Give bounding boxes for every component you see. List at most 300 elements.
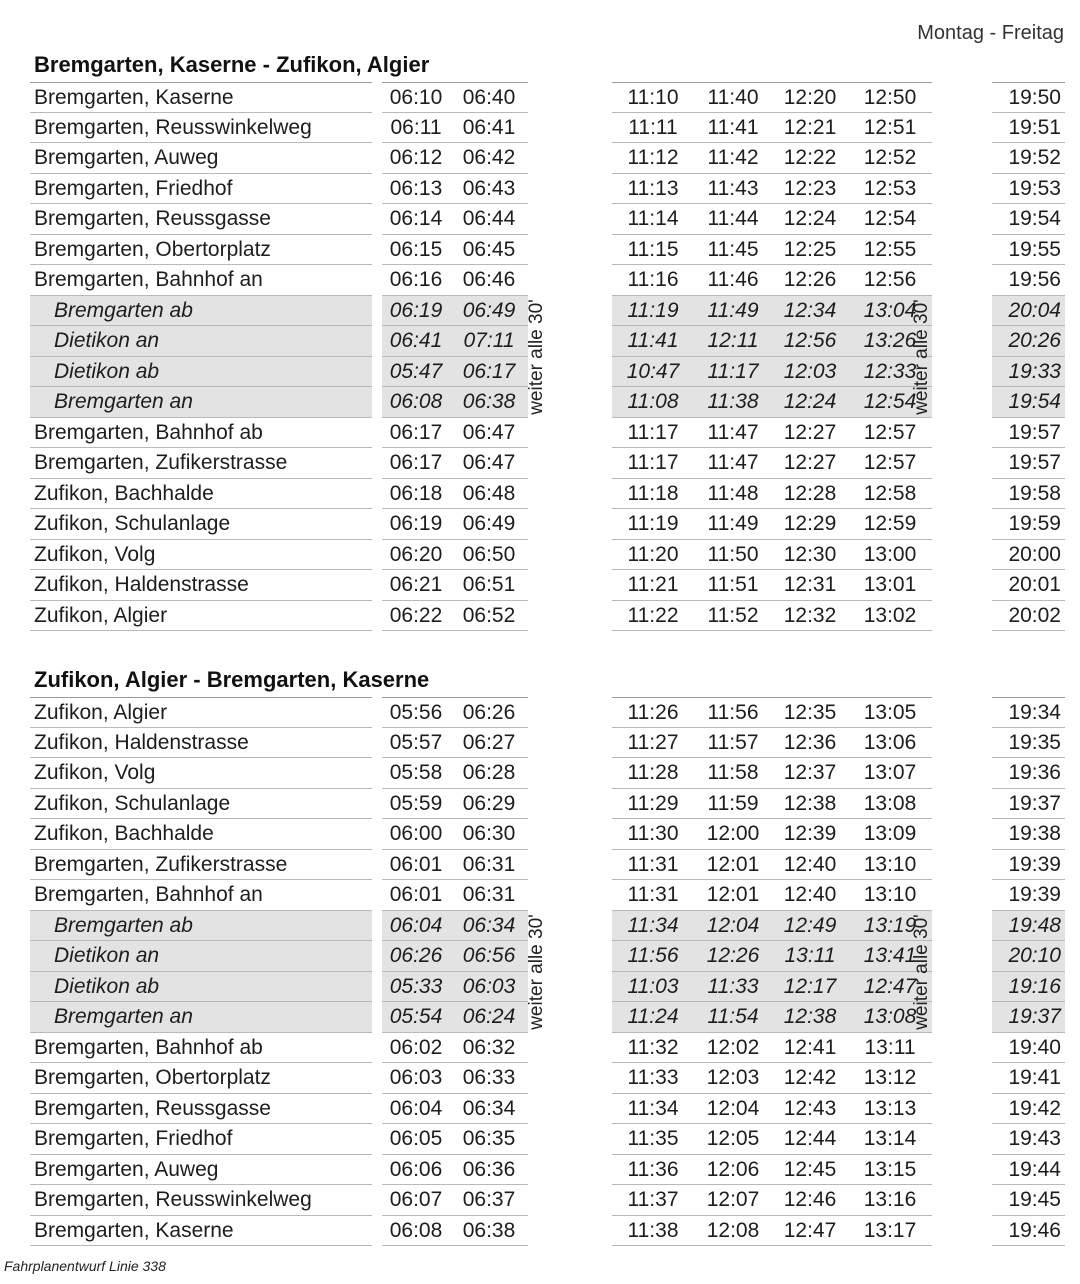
departure-time: 11:43 xyxy=(694,174,772,205)
stop-name: Bremgarten, Bahnhof ab xyxy=(30,418,372,449)
stop-name: Bremgarten, Friedhof xyxy=(30,1124,372,1155)
departure-time: 06:44 xyxy=(450,204,528,235)
departure-time: 12:04 xyxy=(694,911,772,942)
departure-time: 19:56 xyxy=(992,265,1065,296)
departure-time: 06:45 xyxy=(450,235,528,266)
departure-time: 06:17 xyxy=(382,418,450,449)
departure-time: 12:41 xyxy=(772,1033,848,1064)
stop-name: Bremgarten, Reusswinkelweg xyxy=(30,1185,372,1216)
departure-time: 12:40 xyxy=(772,850,848,881)
stop-name: Bremgarten an xyxy=(30,387,372,418)
table-row xyxy=(30,1124,1065,1155)
departure-time: 19:37 xyxy=(992,789,1065,820)
departure-time: 12:54 xyxy=(848,204,932,235)
table-row xyxy=(30,1216,1065,1247)
table-row xyxy=(30,1033,1065,1064)
departure-time: 20:26 xyxy=(992,326,1065,357)
departure-time: 06:26 xyxy=(382,941,450,972)
departure-time: 19:59 xyxy=(992,509,1065,540)
departure-time: 11:13 xyxy=(612,174,694,205)
departure-time: 06:41 xyxy=(382,326,450,357)
departure-time: 13:08 xyxy=(848,789,932,820)
departure-time: 19:57 xyxy=(992,418,1065,449)
departure-time: 06:36 xyxy=(450,1155,528,1186)
departure-time: 11:10 xyxy=(612,82,694,113)
departure-time: 20:04 xyxy=(992,296,1065,327)
departure-time: 11:52 xyxy=(694,601,772,632)
departure-time: 12:24 xyxy=(772,204,848,235)
departure-time: 19:54 xyxy=(992,204,1065,235)
interval-note: weiter alle 30' xyxy=(911,913,932,1030)
departure-time: 11:42 xyxy=(694,143,772,174)
departure-time: 06:03 xyxy=(450,972,528,1003)
departure-time: 11:48 xyxy=(694,479,772,510)
departure-time: 06:38 xyxy=(450,1216,528,1247)
table-row xyxy=(30,697,1065,728)
departure-time: 12:36 xyxy=(772,728,848,759)
departure-time: 12:42 xyxy=(772,1063,848,1094)
departure-time: 11:19 xyxy=(612,296,694,327)
departure-time: 06:32 xyxy=(450,1033,528,1064)
departure-time: 12:02 xyxy=(694,1033,772,1064)
departure-time: 19:50 xyxy=(992,82,1065,113)
departure-time: 12:22 xyxy=(772,143,848,174)
departure-time: 12:57 xyxy=(848,418,932,449)
departure-time: 06:26 xyxy=(450,697,528,728)
departure-time: 12:26 xyxy=(694,941,772,972)
stop-name: Zufikon, Algier xyxy=(30,601,372,632)
stop-name: Dietikon ab xyxy=(30,972,372,1003)
table-row xyxy=(30,570,1065,601)
table-row xyxy=(30,819,1065,850)
departure-time: 11:31 xyxy=(612,850,694,881)
departure-time: 13:17 xyxy=(848,1216,932,1247)
departure-time: 12:47 xyxy=(848,972,932,1003)
departure-time: 13:00 xyxy=(848,540,932,571)
departure-time: 11:47 xyxy=(694,418,772,449)
departure-time: 13:26 xyxy=(848,326,932,357)
stop-name: Bremgarten, Auweg xyxy=(30,143,372,174)
departure-time: 12:38 xyxy=(772,1002,848,1033)
departure-time: 11:34 xyxy=(612,911,694,942)
departure-time: 11:38 xyxy=(612,1216,694,1247)
departure-time: 06:11 xyxy=(382,113,450,144)
departure-time: 19:39 xyxy=(992,850,1065,881)
departure-time: 11:17 xyxy=(612,448,694,479)
departure-time: 12:30 xyxy=(772,540,848,571)
departure-time: 06:00 xyxy=(382,819,450,850)
departure-time: 12:21 xyxy=(772,113,848,144)
departure-time: 12:34 xyxy=(772,296,848,327)
departure-time: 19:55 xyxy=(992,235,1065,266)
departure-time: 11:03 xyxy=(612,972,694,1003)
stop-name: Zufikon, Schulanlage xyxy=(30,509,372,540)
departure-time: 19:48 xyxy=(992,911,1065,942)
stop-name: Zufikon, Volg xyxy=(30,758,372,789)
departure-time: 05:33 xyxy=(382,972,450,1003)
departure-time: 11:11 xyxy=(612,113,694,144)
departure-time: 19:58 xyxy=(992,479,1065,510)
departure-time: 12:29 xyxy=(772,509,848,540)
departure-time: 12:05 xyxy=(694,1124,772,1155)
departure-time: 06:47 xyxy=(450,448,528,479)
departure-time: 06:07 xyxy=(382,1185,450,1216)
departure-time: 06:34 xyxy=(450,911,528,942)
stop-name: Bremgarten, Reusswinkelweg xyxy=(30,113,372,144)
departure-time: 06:40 xyxy=(450,82,528,113)
departure-time: 11:18 xyxy=(612,479,694,510)
departure-time: 11:56 xyxy=(612,941,694,972)
stop-name: Bremgarten, Obertorplatz xyxy=(30,235,372,266)
departure-time: 20:01 xyxy=(992,570,1065,601)
departure-time: 06:52 xyxy=(450,601,528,632)
stop-name: Bremgarten, Kaserne xyxy=(30,1216,372,1247)
departure-time: 11:15 xyxy=(612,235,694,266)
stop-name: Zufikon, Volg xyxy=(30,540,372,571)
departure-time: 06:27 xyxy=(450,728,528,759)
departure-time: 06:04 xyxy=(382,1094,450,1125)
departure-time: 19:45 xyxy=(992,1185,1065,1216)
departure-time: 11:27 xyxy=(612,728,694,759)
table-row xyxy=(30,1185,1065,1216)
departure-time: 06:56 xyxy=(450,941,528,972)
stop-name: Bremgarten, Friedhof xyxy=(30,174,372,205)
departure-time: 12:59 xyxy=(848,509,932,540)
table-row xyxy=(30,265,1065,296)
timetable-return xyxy=(30,667,1065,1246)
departure-time: 11:57 xyxy=(694,728,772,759)
departure-time: 11:46 xyxy=(694,265,772,296)
departure-time: 13:12 xyxy=(848,1063,932,1094)
departure-time: 12:27 xyxy=(772,418,848,449)
departure-time: 12:25 xyxy=(772,235,848,266)
departure-time: 06:22 xyxy=(382,601,450,632)
table-row xyxy=(30,758,1065,789)
departure-time: 11:20 xyxy=(612,540,694,571)
departure-time: 12:04 xyxy=(694,1094,772,1125)
table-row xyxy=(30,1063,1065,1094)
departure-time: 13:11 xyxy=(772,941,848,972)
departure-time: 12:26 xyxy=(772,265,848,296)
departure-time: 11:45 xyxy=(694,235,772,266)
departure-time: 06:06 xyxy=(382,1155,450,1186)
departure-time: 13:02 xyxy=(848,601,932,632)
departure-time: 12:47 xyxy=(772,1216,848,1247)
departure-time: 06:48 xyxy=(450,479,528,510)
departure-time: 06:08 xyxy=(382,1216,450,1247)
departure-time: 19:57 xyxy=(992,448,1065,479)
departure-time: 05:59 xyxy=(382,789,450,820)
departure-time: 13:09 xyxy=(848,819,932,850)
departure-time: 06:50 xyxy=(450,540,528,571)
table-row xyxy=(30,174,1065,205)
departure-time: 20:10 xyxy=(992,941,1065,972)
departure-time: 07:11 xyxy=(450,326,528,357)
departure-time: 13:04 xyxy=(848,296,932,327)
departure-time: 06:19 xyxy=(382,296,450,327)
table-row xyxy=(30,418,1065,449)
departure-time: 11:26 xyxy=(612,697,694,728)
departure-time: 11:35 xyxy=(612,1124,694,1155)
departure-time: 06:14 xyxy=(382,204,450,235)
departure-time: 13:41 xyxy=(848,941,932,972)
stop-name: Bremgarten ab xyxy=(30,296,372,327)
departure-time: 13:15 xyxy=(848,1155,932,1186)
departure-time: 13:05 xyxy=(848,697,932,728)
departure-time: 11:44 xyxy=(694,204,772,235)
departure-time: 12:07 xyxy=(694,1185,772,1216)
departure-time: 06:12 xyxy=(382,143,450,174)
departure-time: 12:17 xyxy=(772,972,848,1003)
table-row xyxy=(30,1094,1065,1125)
table-row xyxy=(30,789,1065,820)
departure-time: 05:47 xyxy=(382,357,450,388)
departure-time: 11:54 xyxy=(694,1002,772,1033)
stop-name: Bremgarten, Bahnhof ab xyxy=(30,1033,372,1064)
departure-time: 06:41 xyxy=(450,113,528,144)
table-row xyxy=(30,204,1065,235)
table-row xyxy=(30,143,1065,174)
table-row xyxy=(30,728,1065,759)
departure-time: 05:54 xyxy=(382,1002,450,1033)
departure-time: 05:57 xyxy=(382,728,450,759)
table-row xyxy=(30,479,1065,510)
departure-time: 12:03 xyxy=(772,357,848,388)
departure-time: 11:29 xyxy=(612,789,694,820)
departure-time: 19:39 xyxy=(992,880,1065,911)
departure-time: 12:01 xyxy=(694,850,772,881)
departure-time: 13:13 xyxy=(848,1094,932,1125)
departure-time: 11:32 xyxy=(612,1033,694,1064)
stop-name: Bremgarten, Kaserne xyxy=(30,82,372,113)
departure-time: 13:14 xyxy=(848,1124,932,1155)
departure-time: 13:07 xyxy=(848,758,932,789)
departure-time: 06:49 xyxy=(450,296,528,327)
footer-note: Fahrplanentwurf Linie 338 xyxy=(4,1258,166,1274)
departure-time: 12:31 xyxy=(772,570,848,601)
departure-time: 19:36 xyxy=(992,758,1065,789)
departure-time: 06:01 xyxy=(382,850,450,881)
departure-time: 11:34 xyxy=(612,1094,694,1125)
departure-time: 11:56 xyxy=(694,697,772,728)
stop-name: Bremgarten, Reussgasse xyxy=(30,204,372,235)
departure-time: 12:28 xyxy=(772,479,848,510)
departure-time: 12:32 xyxy=(772,601,848,632)
departure-time: 06:31 xyxy=(450,880,528,911)
departure-time: 10:47 xyxy=(612,357,694,388)
departure-time: 12:50 xyxy=(848,82,932,113)
departure-time: 06:37 xyxy=(450,1185,528,1216)
departure-time: 12:33 xyxy=(848,357,932,388)
stop-name: Zufikon, Haldenstrasse xyxy=(30,728,372,759)
departure-time: 19:44 xyxy=(992,1155,1065,1186)
departure-time: 12:57 xyxy=(848,448,932,479)
departure-time: 06:33 xyxy=(450,1063,528,1094)
departure-time: 12:56 xyxy=(848,265,932,296)
departure-time: 06:16 xyxy=(382,265,450,296)
departure-time: 12:51 xyxy=(848,113,932,144)
departure-time: 20:02 xyxy=(992,601,1065,632)
departure-time: 11:50 xyxy=(694,540,772,571)
departure-time: 05:58 xyxy=(382,758,450,789)
stop-name: Bremgarten, Bahnhof an xyxy=(30,880,372,911)
departure-time: 13:06 xyxy=(848,728,932,759)
departure-time: 11:49 xyxy=(694,296,772,327)
departure-time: 19:46 xyxy=(992,1216,1065,1247)
departure-time: 12:38 xyxy=(772,789,848,820)
departure-time: 11:41 xyxy=(612,326,694,357)
departure-time: 19:34 xyxy=(992,697,1065,728)
departure-time: 12:43 xyxy=(772,1094,848,1125)
departure-time: 06:21 xyxy=(382,570,450,601)
departure-time: 13:10 xyxy=(848,850,932,881)
departure-time: 12:23 xyxy=(772,174,848,205)
departure-time: 12:06 xyxy=(694,1155,772,1186)
stop-name: Zufikon, Algier xyxy=(30,697,372,728)
departure-time: 12:37 xyxy=(772,758,848,789)
departure-time: 12:46 xyxy=(772,1185,848,1216)
departure-time: 11:17 xyxy=(694,357,772,388)
departure-time: 06:19 xyxy=(382,509,450,540)
departure-time: 06:04 xyxy=(382,911,450,942)
stop-name: Zufikon, Bachhalde xyxy=(30,479,372,510)
departure-time: 12:58 xyxy=(848,479,932,510)
departure-time: 19:41 xyxy=(992,1063,1065,1094)
section-title: Bremgarten, Kaserne - Zufikon, Algier xyxy=(34,52,430,77)
departure-time: 19:51 xyxy=(992,113,1065,144)
stop-name: Bremgarten ab xyxy=(30,911,372,942)
departure-time: 06:18 xyxy=(382,479,450,510)
departure-time: 06:13 xyxy=(382,174,450,205)
stop-name: Bremgarten, Auweg xyxy=(30,1155,372,1186)
departure-time: 06:51 xyxy=(450,570,528,601)
stop-name: Bremgarten, Zufikerstrasse xyxy=(30,850,372,881)
departure-time: 06:10 xyxy=(382,82,450,113)
departure-time: 13:10 xyxy=(848,880,932,911)
departure-time: 19:53 xyxy=(992,174,1065,205)
departure-time: 11:30 xyxy=(612,819,694,850)
departure-time: 12:55 xyxy=(848,235,932,266)
stop-name: Bremgarten, Bahnhof an xyxy=(30,265,372,296)
departure-time: 06:05 xyxy=(382,1124,450,1155)
departure-time: 06:35 xyxy=(450,1124,528,1155)
departure-time: 20:00 xyxy=(992,540,1065,571)
departure-time: 11:41 xyxy=(694,113,772,144)
departure-time: 11:38 xyxy=(694,387,772,418)
table-row xyxy=(30,540,1065,571)
table-row xyxy=(30,850,1065,881)
departure-time: 12:40 xyxy=(772,880,848,911)
departure-time: 12:45 xyxy=(772,1155,848,1186)
departure-time: 13:11 xyxy=(848,1033,932,1064)
departure-time: 12:00 xyxy=(694,819,772,850)
departure-time: 12:08 xyxy=(694,1216,772,1247)
departure-time: 19:54 xyxy=(992,387,1065,418)
departure-time: 12:52 xyxy=(848,143,932,174)
departure-time: 06:42 xyxy=(450,143,528,174)
departure-time: 12:35 xyxy=(772,697,848,728)
departure-time: 06:20 xyxy=(382,540,450,571)
interval-note: weiter alle 30' xyxy=(911,298,932,415)
departure-time: 06:24 xyxy=(450,1002,528,1033)
departure-time: 11:49 xyxy=(694,509,772,540)
departure-time: 11:31 xyxy=(612,880,694,911)
stop-name: Zufikon, Schulanlage xyxy=(30,789,372,820)
departure-time: 19:33 xyxy=(992,357,1065,388)
departure-time: 19:52 xyxy=(992,143,1065,174)
departure-time: 19:42 xyxy=(992,1094,1065,1125)
departure-time: 11:58 xyxy=(694,758,772,789)
stop-name: Bremgarten an xyxy=(30,1002,372,1033)
stop-name: Dietikon ab xyxy=(30,357,372,388)
departure-time: 06:15 xyxy=(382,235,450,266)
departure-time: 19:43 xyxy=(992,1124,1065,1155)
departure-time: 06:17 xyxy=(382,448,450,479)
departure-time: 11:17 xyxy=(612,418,694,449)
departure-time: 19:38 xyxy=(992,819,1065,850)
departure-time: 06:43 xyxy=(450,174,528,205)
departure-time: 12:01 xyxy=(694,880,772,911)
departure-time: 19:16 xyxy=(992,972,1065,1003)
departure-time: 12:53 xyxy=(848,174,932,205)
departure-time: 06:28 xyxy=(450,758,528,789)
departure-time: 12:49 xyxy=(772,911,848,942)
departure-time: 11:36 xyxy=(612,1155,694,1186)
table-row xyxy=(30,1155,1065,1186)
departure-time: 06:01 xyxy=(382,880,450,911)
departure-time: 12:39 xyxy=(772,819,848,850)
departure-time: 11:08 xyxy=(612,387,694,418)
departure-time: 11:24 xyxy=(612,1002,694,1033)
section-title: Zufikon, Algier - Bremgarten, Kaserne xyxy=(34,667,430,692)
stop-name: Bremgarten, Obertorplatz xyxy=(30,1063,372,1094)
departure-time: 13:01 xyxy=(848,570,932,601)
departure-time: 11:59 xyxy=(694,789,772,820)
departure-time: 11:37 xyxy=(612,1185,694,1216)
departure-time: 11:47 xyxy=(694,448,772,479)
departure-time: 11:51 xyxy=(694,570,772,601)
departure-time: 19:35 xyxy=(992,728,1065,759)
departure-time: 12:54 xyxy=(848,387,932,418)
departure-time: 11:16 xyxy=(612,265,694,296)
departure-time: 12:44 xyxy=(772,1124,848,1155)
table-row xyxy=(30,448,1065,479)
departure-time: 19:40 xyxy=(992,1033,1065,1064)
stop-name: Zufikon, Bachhalde xyxy=(30,819,372,850)
table-row xyxy=(30,880,1065,911)
departure-time: 13:16 xyxy=(848,1185,932,1216)
departure-time: 06:47 xyxy=(450,418,528,449)
departure-time: 12:27 xyxy=(772,448,848,479)
departure-time: 13:19 xyxy=(848,911,932,942)
departure-time: 11:33 xyxy=(612,1063,694,1094)
stop-name: Zufikon, Haldenstrasse xyxy=(30,570,372,601)
table-row xyxy=(30,113,1065,144)
departure-time: 11:21 xyxy=(612,570,694,601)
departure-time: 06:38 xyxy=(450,387,528,418)
departure-time: 12:20 xyxy=(772,82,848,113)
departure-time: 11:12 xyxy=(612,143,694,174)
table-row xyxy=(30,601,1065,632)
departure-time: 06:30 xyxy=(450,819,528,850)
departure-time: 05:56 xyxy=(382,697,450,728)
departure-time: 11:33 xyxy=(694,972,772,1003)
departure-time: 11:19 xyxy=(612,509,694,540)
interval-note: weiter alle 30' xyxy=(526,913,547,1030)
timetable-outbound xyxy=(30,52,1065,631)
departure-time: 11:14 xyxy=(612,204,694,235)
departure-time: 12:11 xyxy=(694,326,772,357)
